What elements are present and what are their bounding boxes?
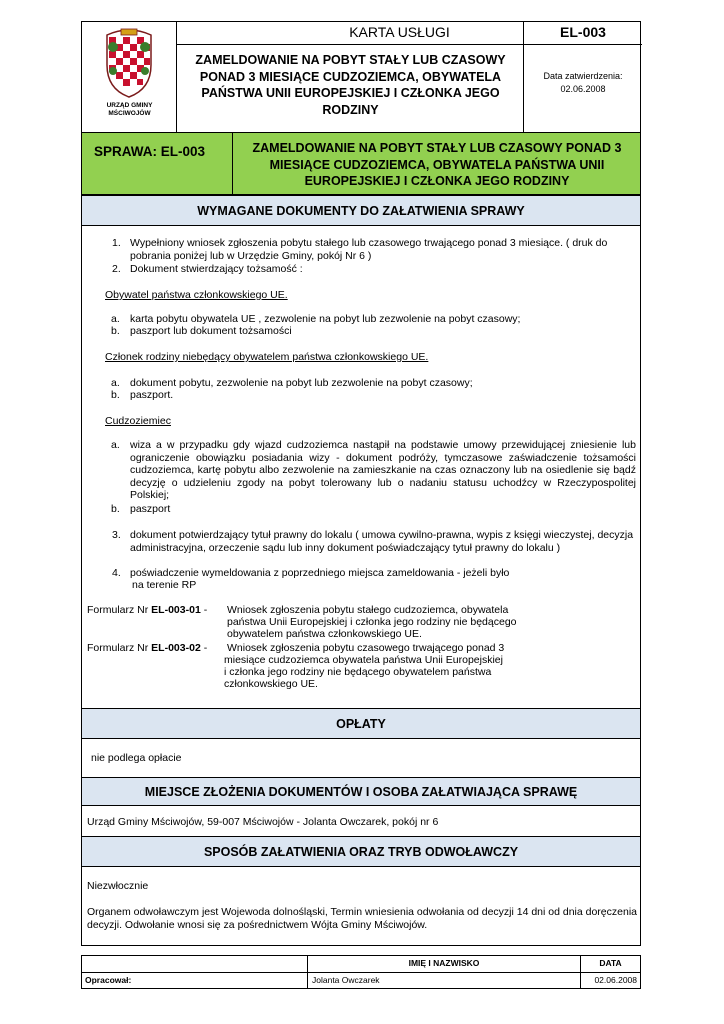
form-2-code[interactable]: EL-003-02 (151, 642, 201, 654)
form-2-line-3: i członka jego rodziny nie będącego obywatelem państwa (224, 666, 492, 678)
form-1-line-3: obywatelem państwa członkowskiego UE. (227, 628, 422, 640)
documents-panel (81, 226, 641, 708)
eu-item-b: paszport lub dokument tożsamości (130, 325, 292, 337)
fees-panel (81, 739, 641, 777)
form-1-dash: - (200, 604, 208, 616)
form-2-line-4: członkowskiego UE. (224, 678, 318, 690)
for-a-marker: a. (111, 439, 120, 451)
doc-item-1: Wypełniony wniosek zgłoszenia pobytu stałego lub czasowego trwającego ponad 3 miesiące. ( druk do pobrania poniżej lub w Urzędzie Gminy, pokój Nr 6 ) (130, 237, 608, 262)
prepared-by-name: Jolanta Owczarek (312, 975, 380, 985)
method-text-2: Organem odwoławczym jest Wojewoda dolnośląski, Termin wniesienia odwołania od decyzji 14 dni od dnia doręczenia decyzji. Odwołanie wnosi się za pośrednictwem Wójta Gminy Mściwojów. (87, 906, 637, 931)
logo-cell (82, 22, 177, 132)
prepared-by-date: 02.06.2008 (594, 975, 637, 985)
fees-text: nie podlega opłacie (91, 752, 182, 764)
eu-item-a: karta pobytu obywatela UE , zezwolenie na pobyt lub zezwolenie na pobyt czasowy; (130, 313, 521, 325)
place-text: Urząd Gminy Mściwojów, 59-007 Mściwojów - Jolanta Owczarek, pokój nr 6 (87, 816, 439, 828)
logo-caption-line-1: URZĄD GMINY (106, 102, 153, 109)
eu-a-marker: a. (111, 313, 120, 325)
form-1-prefix: Formularz Nr (87, 604, 152, 616)
doc-item-3: dokument potwierdzający tytuł prawny do lokalu ( umowa cywilno-prawna, wypis z księgi wieczystej, decyzja administracyjna, orzeczenie sądu lub inny dokument poświadczający tytuł prawny do lokalu ) (130, 529, 634, 554)
col-name-header: IMIĘ I NAZWISKO (408, 958, 480, 968)
eu-citizen-heading: Obywatel państwa członkowskiego UE. (105, 289, 288, 301)
prepared-by-table (81, 955, 641, 989)
place-heading: MIEJSCE ZŁOŻENIA DOKUMENTÓW I OSOBA ZAŁATWIAJĄCA SPRAWĘ (81, 777, 641, 806)
card-title: KARTA USŁUGI (349, 24, 450, 40)
logo-caption (82, 102, 177, 118)
case-banner (81, 133, 641, 195)
doc-item-4-num: 4. (112, 567, 121, 579)
fam-a-marker: a. (111, 377, 120, 389)
doc-item-4-line-2: na terenie RP (132, 579, 197, 591)
method-heading: SPOSÓB ZAŁATWIENIA ORAZ TRYB ODWOŁAWCZY (81, 836, 641, 867)
doc-item-3-num: 3. (112, 529, 121, 541)
form-2-line-1: Wniosek zgłoszenia pobytu czasowego trwającego ponad 3 (227, 642, 505, 654)
service-title: ZAMELDOWANIE NA POBYT STAŁY LUB CZASOWY PONAD 3 MIESIĄCE CUDZOZIEMCA, OBYWATELA PAŃSTWA UNII EUROPEJSKIEJ I CZŁONKA JEGO RODZINY (195, 53, 506, 117)
form-2-line-2: miesiące cudzoziemca obywatela państwa Unii Europejskiej (224, 654, 503, 666)
for-b-marker: b. (111, 503, 120, 515)
foreigner-heading: Cudzoziemiec (105, 415, 171, 427)
approval-date (524, 70, 642, 96)
doc-item-2-num: 2. (112, 263, 121, 275)
form-1-line-2: państwa Unii Europejskiej i członka jego rodziny nie będącego (227, 616, 517, 628)
form-1-line-1: Wniosek zgłoszenia pobytu stałego cudzoziemca, obywatela (227, 604, 509, 616)
fam-b-marker: b. (111, 389, 120, 401)
logo-caption-line-2: MŚCIWOJÓW (108, 110, 151, 117)
method-text-1: Niezwłocznie (87, 880, 149, 892)
service-card-header (81, 21, 641, 133)
col-date-header: DATA (599, 958, 622, 968)
documents-heading: WYMAGANE DOKUMENTY DO ZAŁATWIENIA SPRAWY (81, 195, 641, 226)
foreigner-item-b: paszport (130, 503, 171, 515)
form-2-dash: - (200, 642, 208, 654)
family-item-a: dokument pobytu, zezwolenie na pobyt lub zezwolenie na pobyt czasowy; (130, 377, 473, 389)
family-heading: Członek rodziny niebędący obywatelem państwa członkowskiego UE. (105, 351, 429, 363)
form-1-code[interactable]: EL-003-01 (151, 604, 201, 616)
coat-of-arms-icon (101, 27, 157, 99)
doc-item-4-line-1: poświadczenie wymeldowania z poprzedniego miejsca zameldowania - jeżeli było (130, 567, 510, 579)
place-panel (81, 806, 641, 836)
approval-date-label: Data zatwierdzenia: (543, 71, 623, 81)
doc-item-2: Dokument stwierdzający tożsamość : (130, 263, 303, 275)
eu-b-marker: b. (111, 325, 120, 337)
case-title: ZAMELDOWANIE NA POBYT STAŁY LUB CZASOWY PONAD 3 MIESIĄCE CUDZOZIEMCA, OBYWATELA PAŃSTWA UNII EUROPEJSKIEJ I CZŁONKA JEGO RODZINY (252, 141, 622, 188)
approval-date-value: 02.06.2008 (560, 84, 606, 94)
method-panel (81, 867, 641, 946)
fees-heading: OPŁATY (81, 708, 641, 739)
family-item-b: paszport. (130, 389, 174, 401)
case-code: SPRAWA: EL-003 (82, 133, 233, 194)
form-2-prefix: Formularz Nr (87, 642, 152, 654)
prepared-by-label: Opracował: (85, 975, 132, 985)
foreigner-item-a: wiza a w przypadku gdy wjazd cudzoziemca nastąpił na podstawie umowy przewidującej zniesienie lub ograniczenie obowiązku posiadania wizy - dokument podróży, tymczasowe zaświadczenie tożsamości cudzoziemca, kartę pobytu albo zezwolenie na zamieszkanie na czas oznaczony lub na osiedlenie się bądź decyzję o udzieleniu zgody na pobyt tolerowany lub o nadaniu statusu uchodźcy w Rzeczypospolitej Polskiej; (130, 439, 636, 501)
doc-item-1-num: 1. (112, 237, 121, 249)
header-rule (177, 44, 642, 45)
card-code: EL-003 (560, 24, 606, 40)
